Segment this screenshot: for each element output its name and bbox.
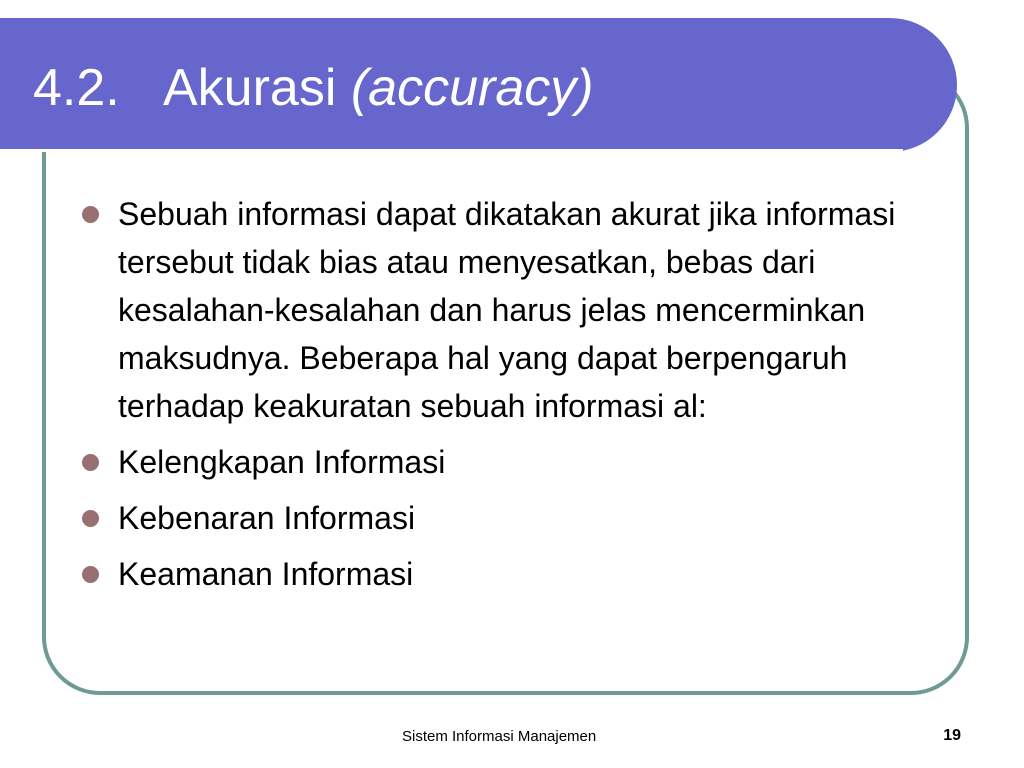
title-bar: [0, 18, 957, 152]
bullet-dot-icon: [82, 510, 99, 527]
bullet-list: [82, 190, 932, 598]
bullet-dot-icon: [82, 206, 99, 223]
footer-title: Sistem Informasi Manajemen: [402, 728, 597, 745]
title-main: Akurasi: [163, 59, 337, 117]
bullet-item: [82, 190, 932, 430]
bullet-text: Sebuah informasi dapat dikatakan akurat jika informasi tersebut tidak bias atau menyesatkan, bebas dari kesalahan-kesalahan dan harus jelas mencerminkan maksudnya. Beberapa hal yang dapat berpengaruh terhadap keakuratan sebuah informasi al:: [118, 196, 896, 424]
bullet-text: Kebenaran Informasi: [118, 500, 416, 536]
bullet-item: [82, 494, 932, 542]
bullet-text: Keamanan Informasi: [118, 556, 414, 592]
title-underline: [0, 149, 903, 152]
bullet-item: [82, 438, 932, 486]
bullet-item: [82, 550, 932, 598]
bullet-dot-icon: [82, 566, 99, 583]
bullet-text: Kelengkapan Informasi: [118, 444, 446, 480]
title-number: 4.2.: [33, 59, 120, 117]
title-italic: (accuracy): [350, 59, 594, 117]
slide-title: [33, 59, 594, 117]
page-number: 19: [943, 727, 961, 744]
bullet-dot-icon: [82, 454, 99, 471]
